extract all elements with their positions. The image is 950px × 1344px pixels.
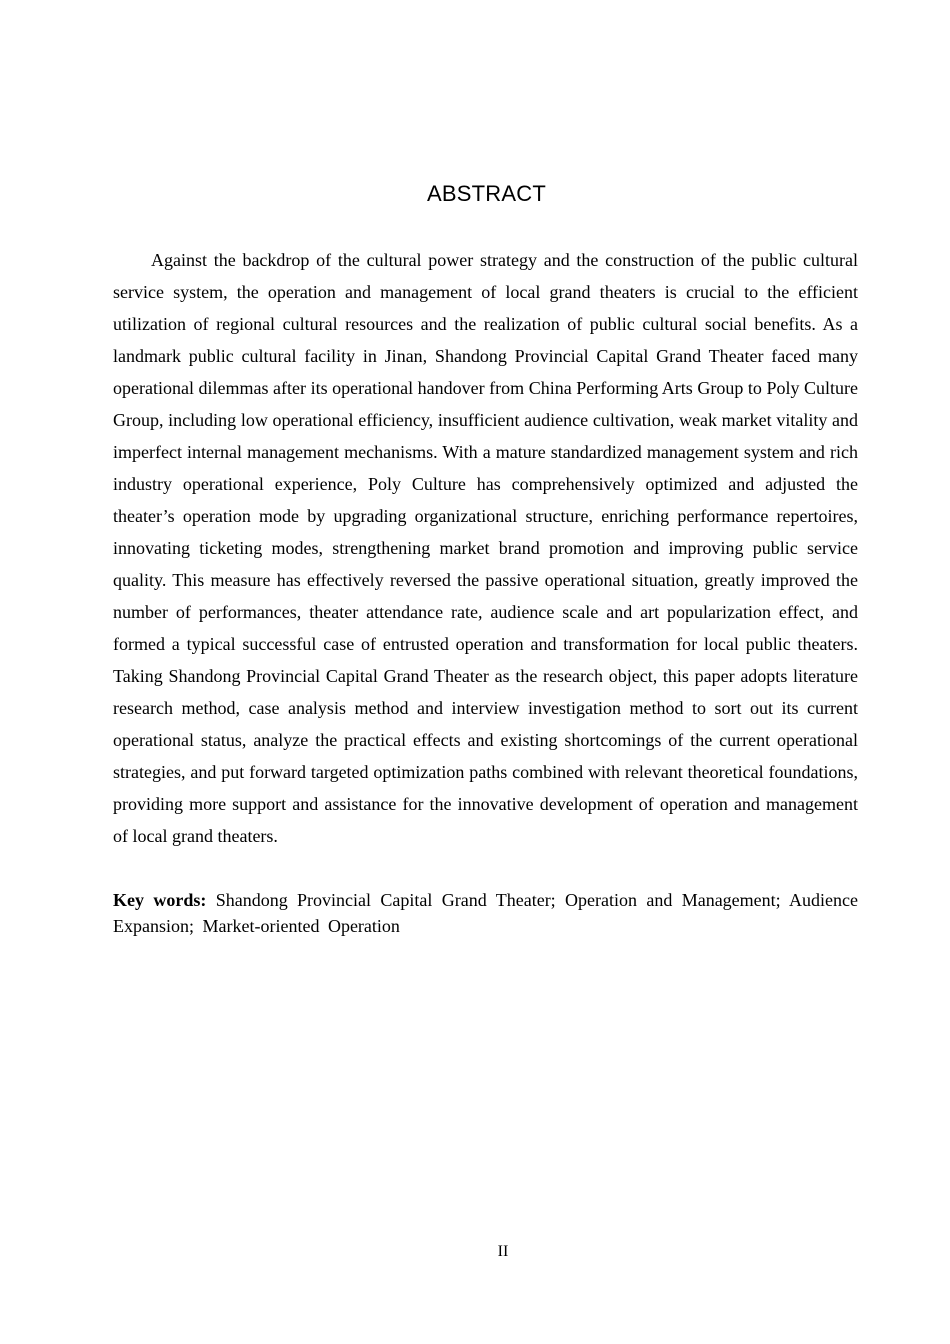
keywords-label: Key words: <box>113 890 207 910</box>
keywords-list: Shandong Provincial Capital Grand Theater; Operation and Management; Audience Expansion; Market-oriented Operation <box>113 890 858 936</box>
page-number: II <box>497 1243 509 1260</box>
keywords-line <box>113 887 858 939</box>
abstract-title: ABSTRACT <box>427 181 546 206</box>
abstract-paragraph: Against the backdrop of the cultural power strategy and the construction of the public cultural service system, the operation and management of local grand theaters is crucial to the efficient utilization of regional cultural resources and the realization of public cultural social benefits. As a landmark public cultural facility in Jinan, Shandong Provincial Capital Grand Theater faced many operational dilemmas after its operational handover from China Performing Arts Group to Poly Culture Group, including low operational efficiency, insufficient audience cultivation, weak market vitality and imperfect internal management mechanisms. With a mature standardized management system and rich industry operational experience, Poly Culture has comprehensively optimized and adjusted the theater’s operation mode by upgrading organizational structure, enriching performance repertoires, innovating ticketing modes, strengthening market brand promotion and improving public service quality. This measure has effectively reversed the passive operational situation, greatly improved the number of performances, theater attendance rate, audience scale and art popularization effect, and formed a typical successful case of entrusted operation and transformation for local public theaters. Taking Shandong Provincial Capital Grand Theater as the research object, this paper adopts literature research method, case analysis method and interview investigation method to sort out its current operational status, analyze the practical effects and existing shortcomings of the current operational strategies, and put forward targeted optimization paths combined with relevant theoretical foundations, providing more support and assistance for the innovative development of operation and management of local grand theaters. <box>113 250 858 846</box>
